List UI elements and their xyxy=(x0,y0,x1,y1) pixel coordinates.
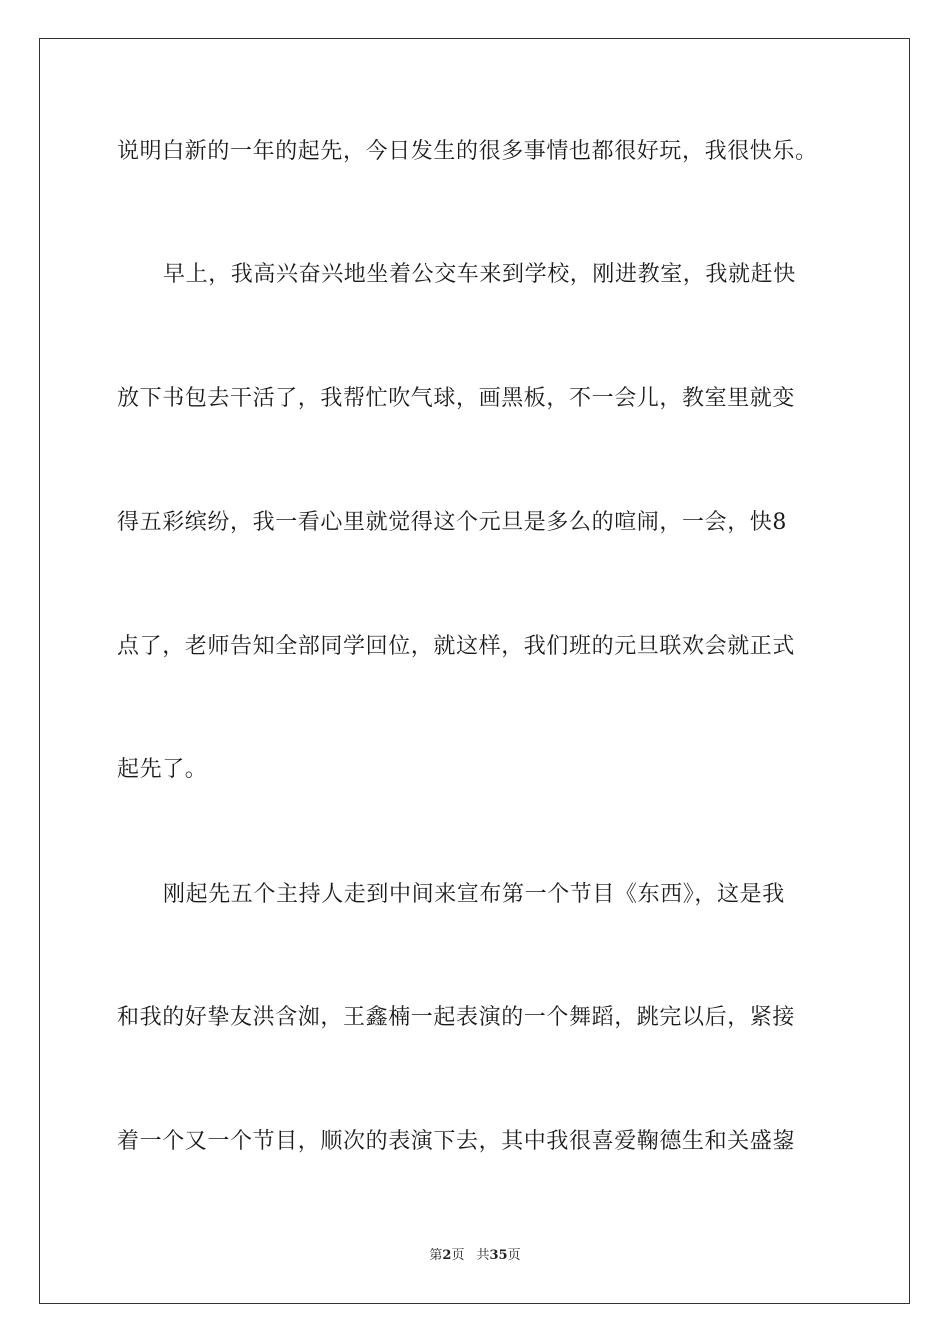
text-line-3: 放下书包去干活了，我帮忙吹气球，画黑板，不一会儿，教室里就变 xyxy=(117,386,796,411)
text-line-5: 点了，老师告知全部同学回位，就这样，我们班的元旦联欢会就正式 xyxy=(117,634,796,659)
page-current: 2 xyxy=(442,1248,452,1263)
page-prefix: 第 xyxy=(429,1248,443,1263)
text-line-9: 着一个又一个节目，顺次的表演下去，其中我很喜爱鞠德生和关盛鋆 xyxy=(117,1129,796,1154)
text-line-4: 得五彩缤纷，我一看心里就觉得这个元旦是多么的喧闹，一会，快8 xyxy=(117,510,787,535)
page-border xyxy=(39,38,910,1304)
text-line-6: 起先了。 xyxy=(117,757,208,782)
text-line-2: 早上，我高兴奋兴地坐着公交车来到学校，刚进教室，我就赶快 xyxy=(163,262,796,287)
page-footer xyxy=(0,1247,950,1265)
page-total: 35 xyxy=(489,1248,508,1263)
page-suffix: 页 xyxy=(451,1248,465,1263)
text-line-1: 说明白新的一年的起先，今日发生的很多事情也都很好玩，我很快乐。 xyxy=(117,139,818,164)
total-suffix: 页 xyxy=(507,1248,521,1263)
text-line-8: 和我的好挚友洪含洳，王鑫楠一起表演的一个舞蹈，跳完以后，紧接 xyxy=(117,1005,796,1030)
total-prefix: 共 xyxy=(476,1248,490,1263)
text-line-7: 刚起先五个主持人走到中间来宣布第一个节目《东西》，这是我 xyxy=(163,882,785,907)
